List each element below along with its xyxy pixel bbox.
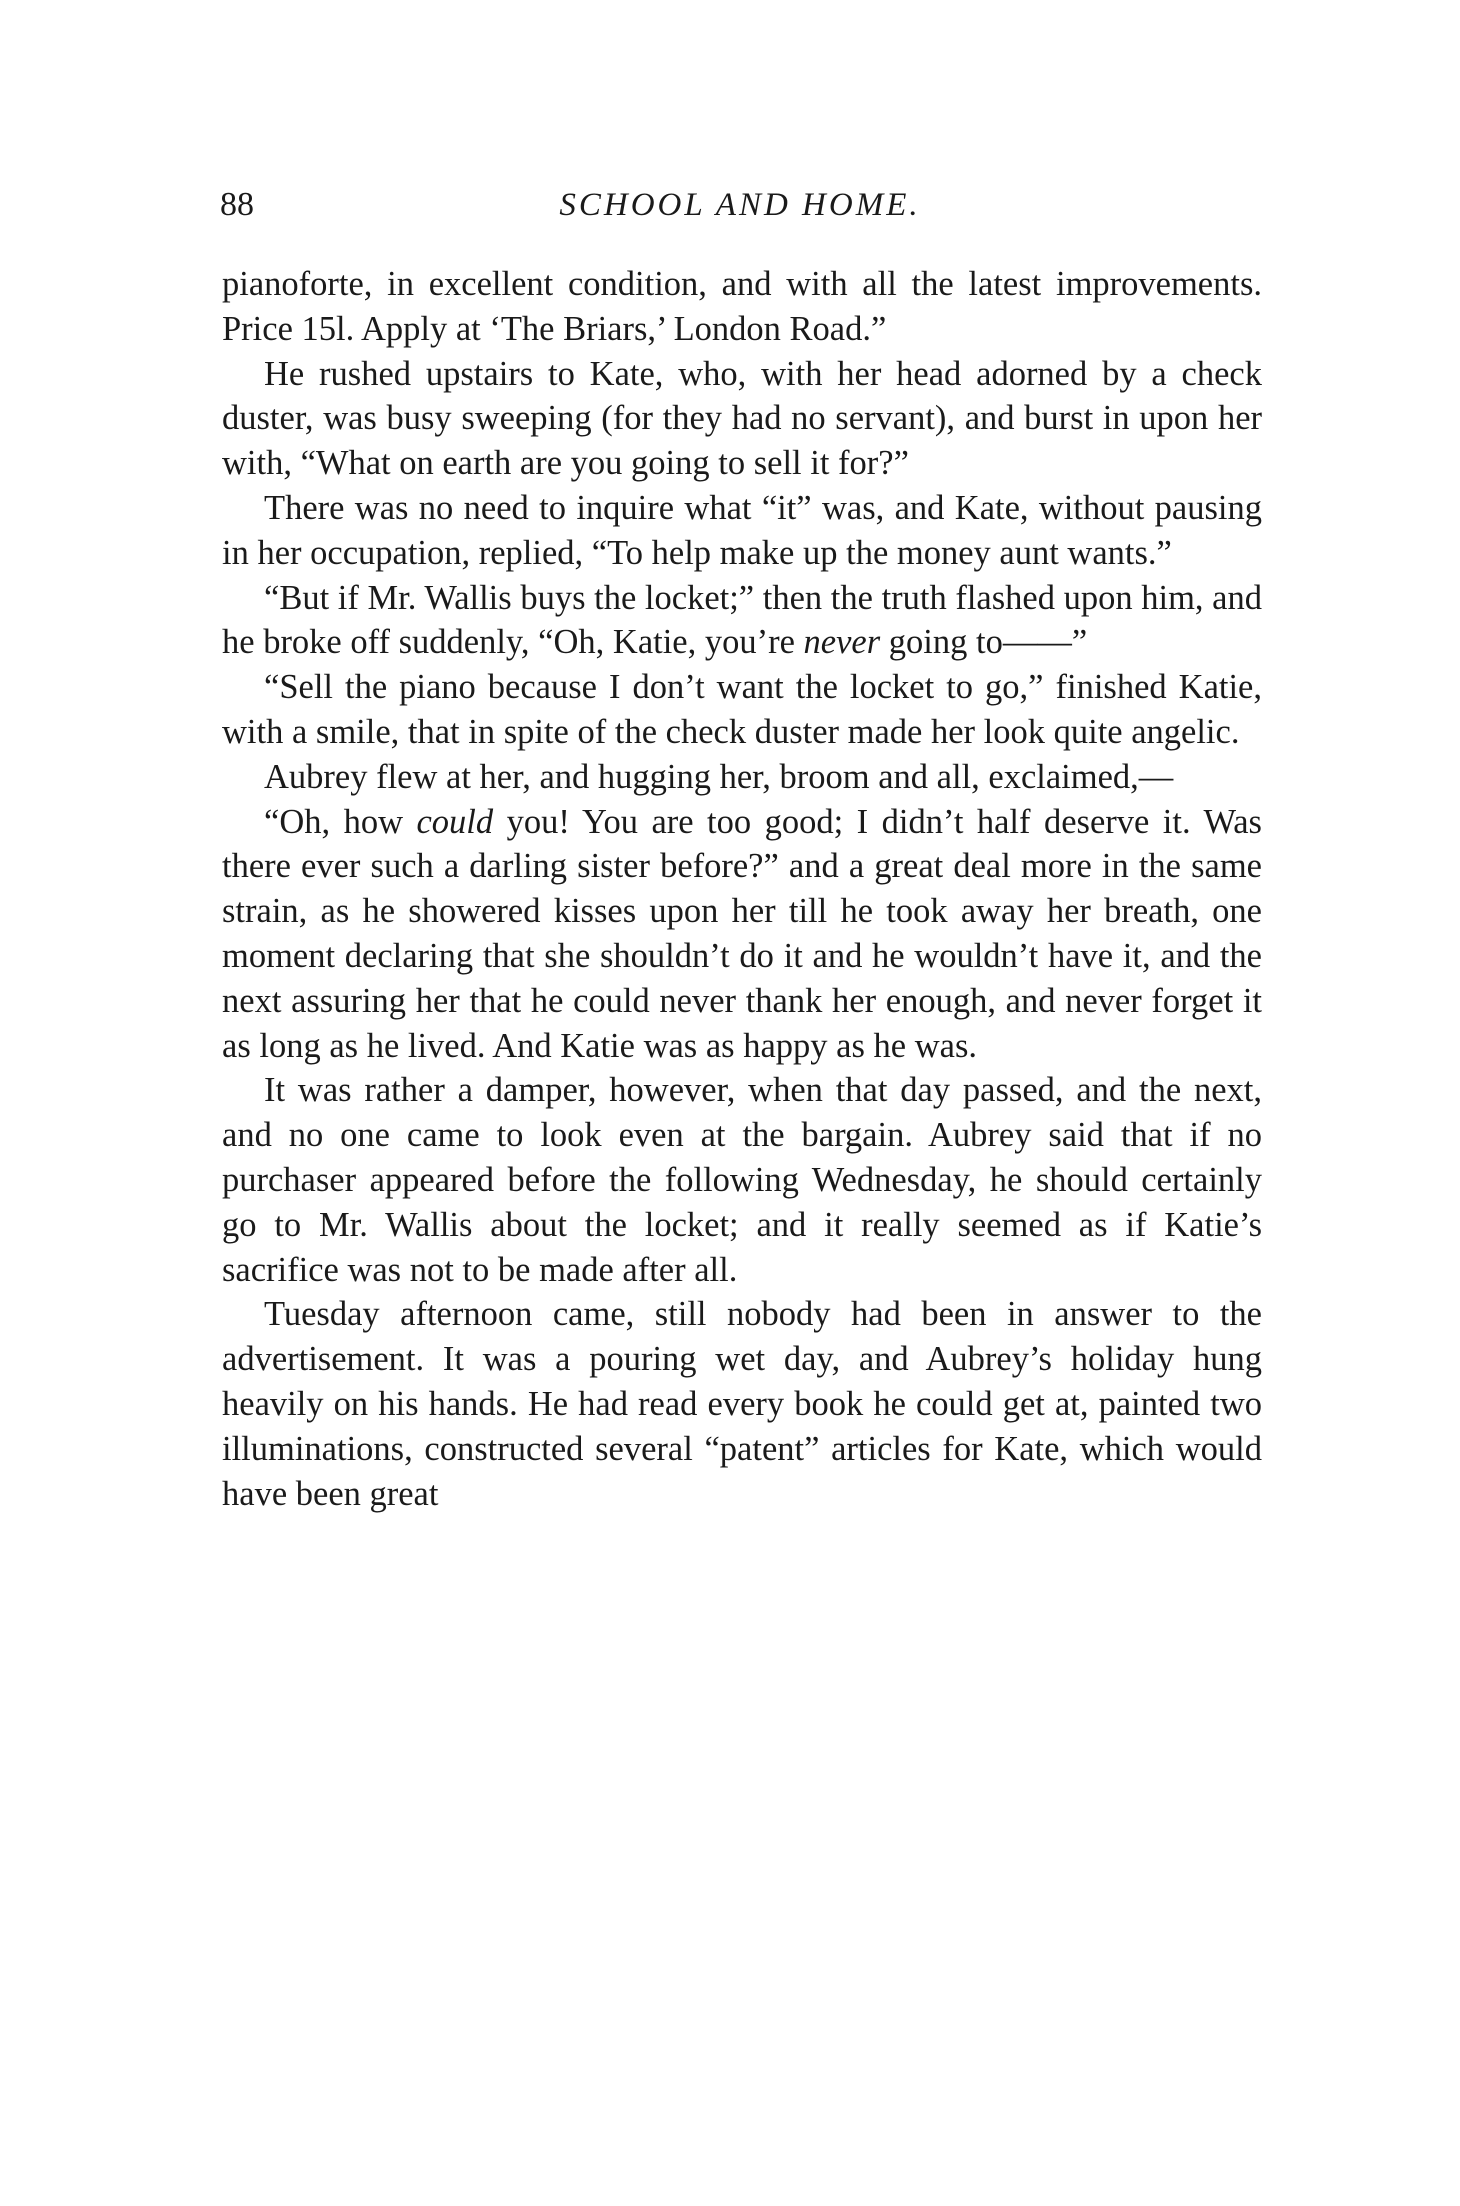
page-number: 88 <box>220 186 254 223</box>
paragraph-text: you! You are too good; I didn’t half deserve it. Was there ever such a darling sister before?” and a great deal more in the same strain, as he showered kisses upon her till he took away her breath, one moment declaring that she shouldn’t do it and he wouldn’t have it, and the next assuring her that he could never thank her enough, and never forget it as long as he lived. And Katie was as happy as he was. <box>222 802 1262 1065</box>
paragraph <box>222 800 1262 1069</box>
paragraph-text: Tuesday afternoon came, still nobody had been in answer to the advertisement. It was a pouring wet day, and Aubrey’s holiday hung heavily on his hands. He had read every book he could get at, painted two illuminations, constructed several “patent” articles for Kate, which would have been great <box>222 1295 1262 1513</box>
paragraph <box>222 352 1262 486</box>
page-header <box>220 180 1260 230</box>
italic-text: could <box>416 802 494 841</box>
paragraph-text: It was rather a damper, however, when that day passed, and the next, and no one came to look even at the bargain. Aubrey said that if no purchaser appeared before the following Wednesday, he should certainly go to Mr. Wallis about the locket; and it really seemed as if Katie’s sacrifice was not to be made after all. <box>222 1071 1262 1289</box>
paragraph-text: “Sell the piano because I don’t want the locket to go,” finished Katie, with a smile, that in spite of the check duster made her look quite angelic. <box>222 668 1262 751</box>
paragraph-text: “Oh, how <box>264 802 417 841</box>
paragraph <box>222 262 1262 352</box>
paragraph <box>222 486 1262 576</box>
paragraph-text: going to——” <box>880 623 1088 662</box>
paragraph-text: He rushed upstairs to Kate, who, with her head adorned by a check duster, was busy sweeping (for they had no servant), and burst in upon her with, “What on earth are you going to sell it for?” <box>222 354 1262 483</box>
paragraph-text: pianoforte, in excellent condition, and with all the latest improvements. Price 15l. Apply at ‘The Briars,’ London Road.” <box>222 265 1262 348</box>
paragraph-text: “But if Mr. Wallis buys the locket;” then the truth flashed upon him, and he broke off suddenly, “Oh, Katie, you’re <box>222 578 1262 662</box>
paragraph-text: Aubrey flew at her, and hugging her, broom and all, exclaimed,— <box>264 757 1174 796</box>
paragraph <box>222 755 1262 800</box>
body-text <box>222 262 1262 1516</box>
running-title: SCHOOL AND HOME. <box>559 187 921 223</box>
paragraph <box>222 1068 1262 1292</box>
paragraph <box>222 1292 1262 1516</box>
italic-text: never <box>803 623 881 662</box>
paragraph <box>222 576 1262 666</box>
paragraph <box>222 665 1262 755</box>
paragraph-text: There was no need to inquire what “it” was, and Kate, without pausing in her occupation, replied, “To help make up the money aunt wants.” <box>222 488 1262 572</box>
